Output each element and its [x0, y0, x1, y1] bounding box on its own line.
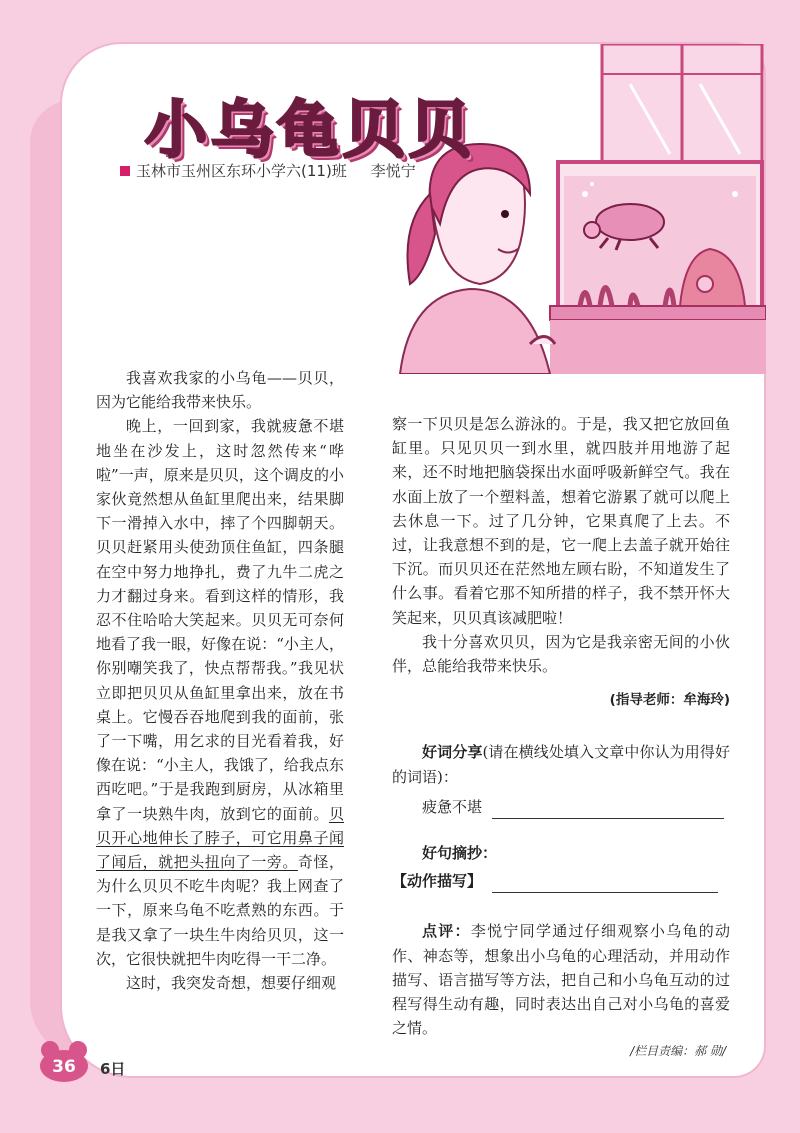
word-share-section — [392, 740, 730, 819]
paragraph: 这时，我突发奇想，想要仔细观 — [126, 974, 337, 993]
word-share-title: 好词分享 — [422, 743, 483, 762]
byline-author: 李悦宁 — [370, 162, 416, 180]
paragraph — [96, 414, 344, 971]
girl-illustration — [400, 144, 555, 374]
paragraph: 我喜欢我家的小乌龟——贝贝，因为它能给我带来快乐。 — [96, 369, 344, 412]
sentence-category: 【动作描写】 — [392, 872, 483, 891]
word-share-heading — [392, 740, 730, 788]
teacher-credit: (指导老师：牟海玲) — [609, 692, 730, 709]
article-title: 小乌龟贝贝 — [145, 93, 476, 166]
fish-tank — [550, 162, 766, 374]
sentence-extract-row — [392, 869, 730, 893]
word-blank-line[interactable] — [492, 800, 724, 819]
word-share-row — [392, 795, 730, 819]
review-paragraph — [392, 919, 730, 1040]
paragraph: 我十分喜欢贝贝，因为它是我亲密无间的小伙伴，总能给我带来快乐。 — [392, 632, 730, 676]
sentence-extract-heading: 好句摘抄： — [422, 844, 498, 863]
page-number: 36 — [52, 1057, 76, 1077]
byline-marker-icon — [120, 166, 130, 176]
byline-school: 玉林市玉州区东环小学六(11)班 — [136, 162, 347, 180]
word-share-instruction: (请在横线处填入文章中你认为用得好的词语)： — [392, 743, 730, 786]
byline — [120, 160, 416, 181]
underlined-sentence: 贝贝开心地伸长了脖子，可它用鼻子闻了闻后，就把头扭向了一旁。 — [96, 804, 344, 872]
page-side-mark: 6日 — [100, 1060, 126, 1078]
sentence-blank-line[interactable] — [492, 874, 718, 893]
window-illustration — [602, 44, 762, 169]
word-share-example: 疲惫不堪 — [422, 797, 483, 816]
review-text: 李悦宁同学通过仔细观察小乌龟的动作、神态等，想象出小乌龟的心理活动，并用动作描写、语言描写等方法，把自己和小乌龟互动的过程写得生动有趣，同时表达出自己对小乌龟的喜爱之情。 — [392, 922, 730, 1038]
paragraph: 察一下贝贝是怎么游泳的。于是，我又把它放回鱼缸里。只见贝贝一到水里，就四肢并用地游了起来，还不时地把脑袋探出水面呼吸新鲜空气。我在水面上放了一个塑料盖，想着它游累了就可以爬上去休息一下。过了几分钟，它果真爬了上去。不过，让我意想不到的是，它一爬上去盖子就开始往下沉。而贝贝还在茫然地左顾右盼，不知道发生了什么事。看着它那不知所措的样子，我不禁开怀大笑起来，贝贝真该减肥啦！ — [392, 415, 730, 627]
review-heading: 点评： — [422, 922, 471, 941]
paragraph-text: 奇怪，为什么贝贝不吃牛肉呢？我上网查了一下，原来乌龟不吃煮熟的东西。于是我又拿了一块生牛肉给贝贝，这一次，它很快就把牛肉吃得一干二净。 — [96, 853, 344, 968]
article-column-right — [392, 412, 730, 1040]
column-editor: /栏目责编：郝 勋/ — [630, 1044, 726, 1058]
article-column-left — [96, 366, 344, 995]
paragraph-text: 晚上，一回到家，我就疲惫不堪地坐在沙发上，这时忽然传来“哗啦”一声，原来是贝贝，这个调皮的小家伙竟然想从鱼缸里爬出来，结果脚下一滑掉入水中，摔了个四脚朝天。贝贝赶紧用头使劲顶住鱼缸，四条腿在空中努力地挣扎，费了九牛二虎之力才翻过身来。看到这样的情形，我忍不住哈哈大笑起来。贝贝无可奈何地看了我一眼，好像在说：“小主人，你别嘲笑我了，快点帮帮我。”我见状立即把贝贝从鱼缸里拿出来，放在书桌上。它慢吞吞地爬到我的面前，张了一下嘴，用乞求的目光看着我，好像在说：“小主人，我饿了，给我点东西吃吧。”于是我跑到厨房，从冰箱里拿了一块熟牛肉，放到它的面前。 — [96, 417, 344, 823]
